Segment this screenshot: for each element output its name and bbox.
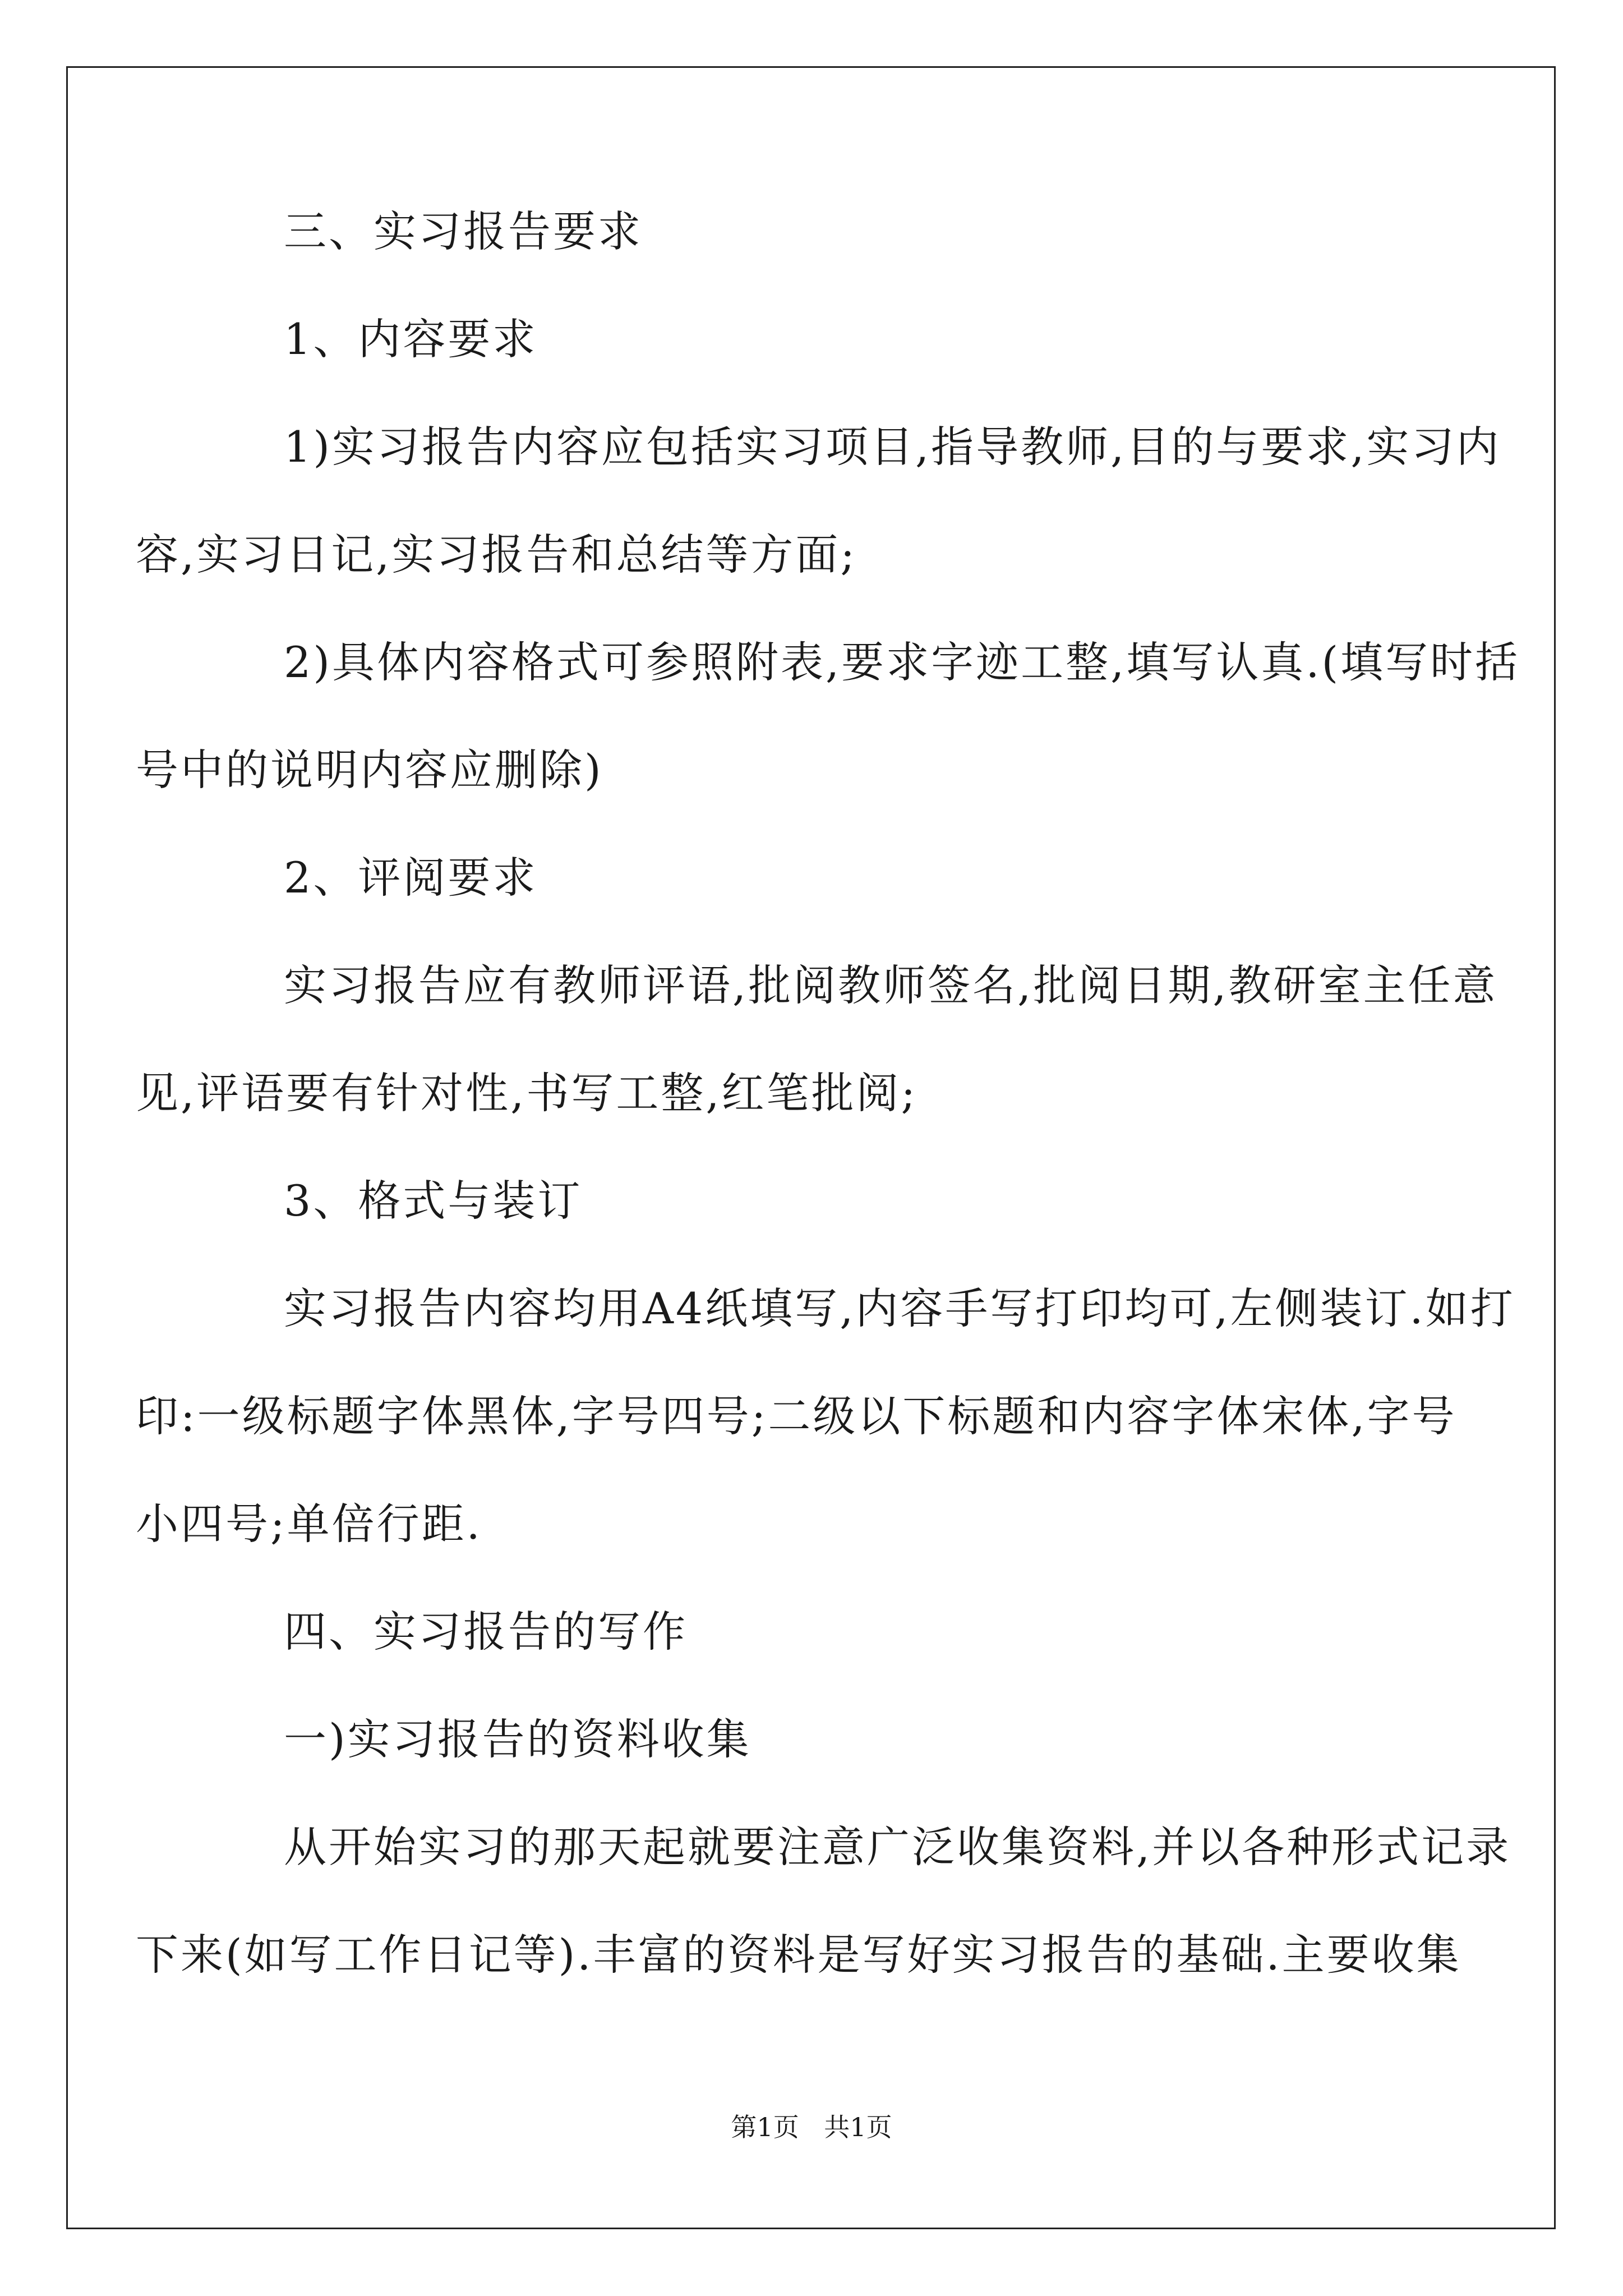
subsection-heading: 2、评阅要求 bbox=[284, 853, 538, 903]
paragraph-line: 2)具体内容格式可参照附表,要求字迹工整,填写认真.(填写时括 bbox=[284, 637, 1520, 687]
document-body bbox=[136, 205, 1520, 2036]
paragraph-line: 号中的说明内容应删除) bbox=[136, 745, 603, 795]
subsection-heading: 3、格式与装订 bbox=[284, 1176, 583, 1226]
paragraph-line: 容,实习日记,实习报告和总结等方面; bbox=[136, 530, 857, 579]
paragraph-line: 下来(如写工作日记等).丰富的资料是写好实习报告的基础.主要收集 bbox=[136, 1930, 1461, 1980]
page-number-footer: 第1页 共1页 bbox=[731, 2112, 892, 2142]
subsection-heading: 1、内容要求 bbox=[284, 314, 538, 364]
paragraph-line: 见,评语要有针对性,书写工整,红笔批阅; bbox=[136, 1068, 918, 1118]
paragraph-line: 小四号;单倍行距. bbox=[136, 1499, 482, 1549]
subsection-heading: 一)实习报告的资料收集 bbox=[284, 1714, 751, 1764]
section-heading: 三、实习报告要求 bbox=[284, 206, 643, 256]
paragraph-line: 实习报告内容均用A4纸填写,内容手写打印均可,左侧装订.如打 bbox=[284, 1283, 1515, 1333]
paragraph-line: 1)实习报告内容应包括实习项目,指导教师,目的与要求,实习内 bbox=[284, 422, 1501, 472]
paragraph-line: 印:一级标题字体黑体,字号四号;二级以下标题和内容字体宋体,字号 bbox=[136, 1391, 1457, 1441]
paragraph-line: 从开始实习的那天起就要注意广泛收集资料,并以各种形式记录 bbox=[284, 1822, 1511, 1872]
section-heading: 四、实习报告的写作 bbox=[284, 1607, 688, 1657]
paragraph-line: 实习报告应有教师评语,批阅教师签名,批阅日期,教研室主任意 bbox=[284, 960, 1498, 1010]
